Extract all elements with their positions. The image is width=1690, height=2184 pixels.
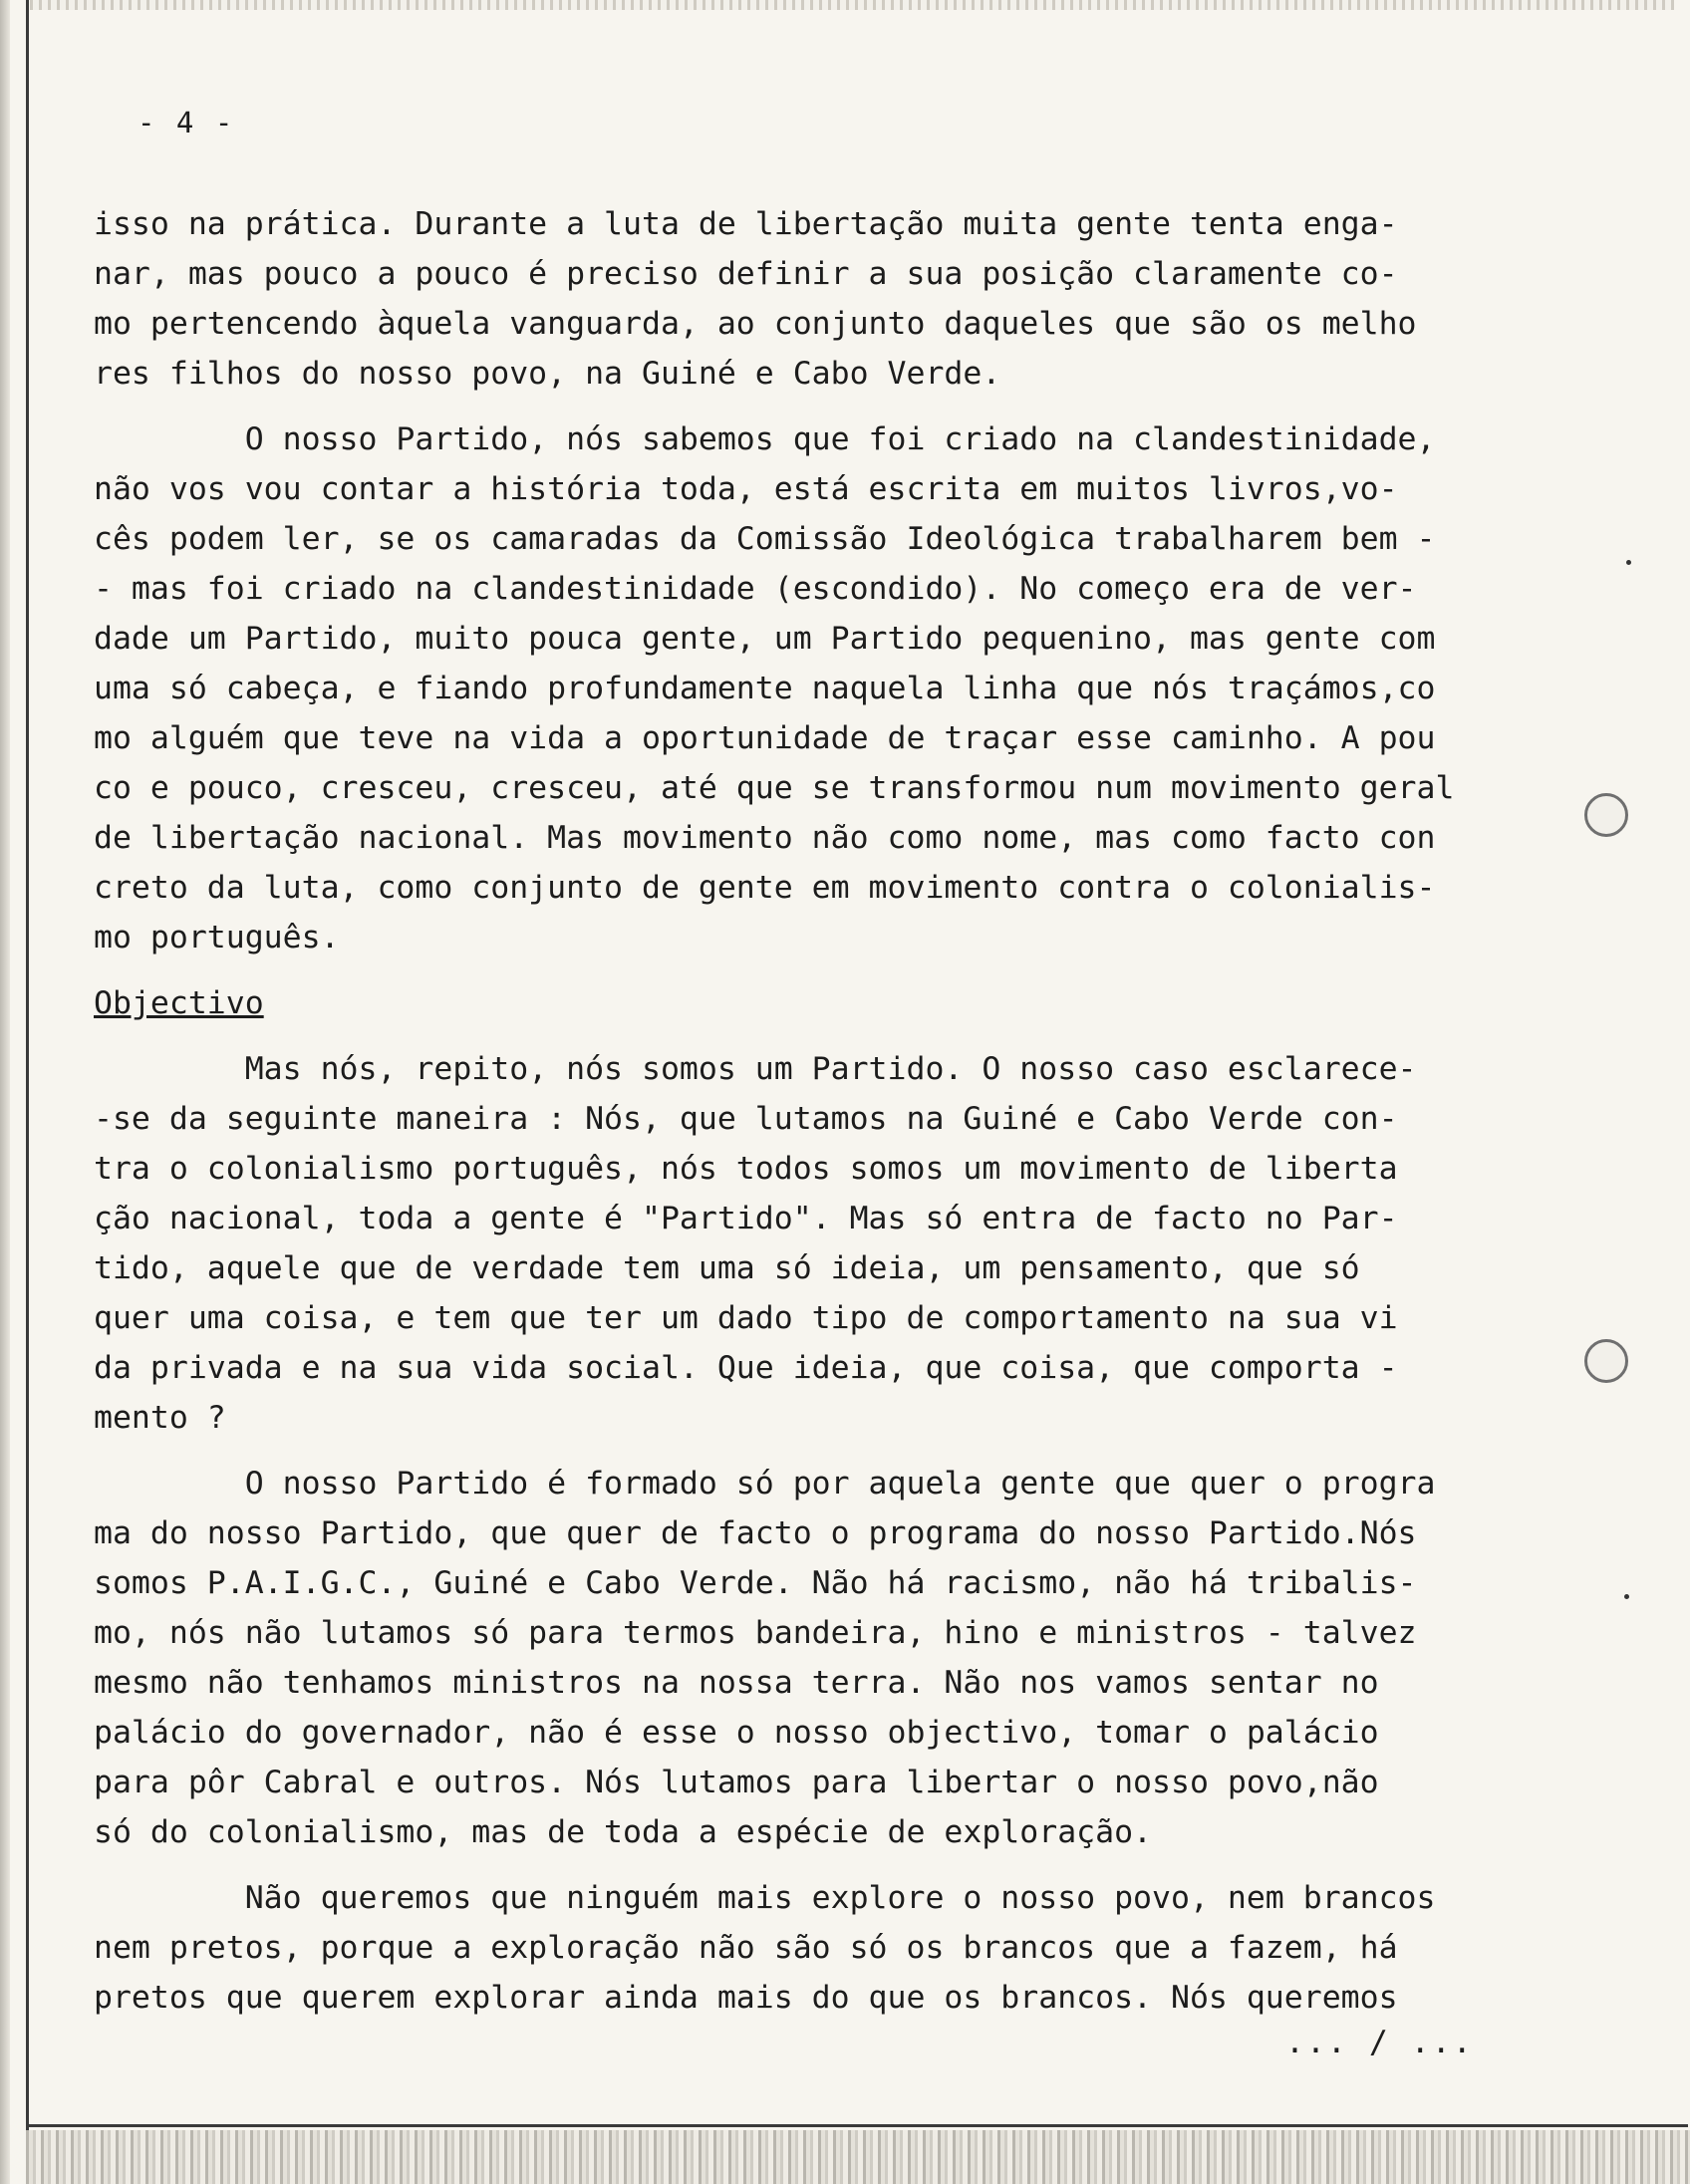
scan-left-border xyxy=(0,0,10,2184)
paragraph-4: O nosso Partido é formado só por aquela gente que quer o progra ma do nosso Partido, que quer de facto o programa do nosso Partido.Nós somos P.A.I.G.C., Guiné e Cabo Verde. Não há racismo, não há tribalis- mo, nós não lutamos só para termos bandeira, hino e ministros - talvez mesmo não tenhamos ministros na nossa terra. Não nos vamos sentar no palácio do governador, não é esse o nosso objectivo, tomar o palácio para pôr Cabral e outros. Nós lutamos para libertar o nosso povo,não só do colonialismo, mas de toda a espécie de exploração. xyxy=(94,1466,1436,1850)
paragraph-2: O nosso Partido, nós sabemos que foi criado na clandestinidade, não vos vou contar a história toda, está escrita em muitos livros,vo- cês podem ler, se os camaradas da Comissão Ideológica trabalharem bem - - mas foi criado na clandestinidade (escondido). No começo era de ver- dade um Partido, muito pouca gente, um Partido pequenino, mas gente com uma só cabeça, e fiando profundamente naquela linha que nós traçámos,co mo alguém que teve na vida a oportunidade de traçar esse caminho. A pou co e pouco, cresceu, cresceu, até que se transformou num movimento geral de libertação nacional. Mas movimento não como nome, mas como facto con creto da luta, como conjunto de gente em movimento contra o colonialis- mo português. xyxy=(94,421,1455,956)
paragraph-3: Mas nós, repito, nós somos um Partido. O nosso caso esclarece- -se da seguinte maneira : Nós, que lutamos na Guiné e Cabo Verde con- tra o colonialismo português, nós todos somos um movimento de liberta ção nacional, toda a gente é "Partido". Mas só entra de facto no Par- tido, aquele que de verdade tem uma só ideia, um pensamento, que só quer uma coisa, e tem que ter um dado tipo de comportamento na sua vi da privada e na sua vida social. Que ideia, que coisa, que comporta - mento ? xyxy=(94,1051,1417,1436)
scan-speck xyxy=(1624,1594,1629,1599)
punch-hole-icon xyxy=(1584,793,1628,837)
page-number: - 4 - xyxy=(138,106,235,139)
page-left-rule xyxy=(26,0,29,2152)
scan-bottom-edge xyxy=(26,2130,1690,2184)
section-heading: Objectivo xyxy=(94,985,264,1021)
paragraph-1: isso na prática. Durante a luta de libertação muita gente tenta enga- nar, mas pouco a pouco é preciso definir a sua posição claramente co- mo pertencendo àquela vanguarda, ao conjunto daqueles que são os melho res filhos do nosso povo, na Guiné e Cabo Verde. xyxy=(94,206,1417,392)
scan-top-edge xyxy=(30,0,1674,10)
scan-speck xyxy=(1626,560,1631,565)
document-body xyxy=(94,199,1588,2023)
page-bottom-rule xyxy=(26,2124,1688,2127)
punch-hole-icon xyxy=(1584,1339,1628,1383)
paragraph-5: Não queremos que ninguém mais explore o nosso povo, nem brancos nem pretos, porque a exploração não são só os brancos que a fazem, há pretos que querem explorar ainda mais do que os brancos. Nós queremos xyxy=(94,1880,1436,2016)
continuation-mark: ... / ... xyxy=(1285,2025,1474,2060)
